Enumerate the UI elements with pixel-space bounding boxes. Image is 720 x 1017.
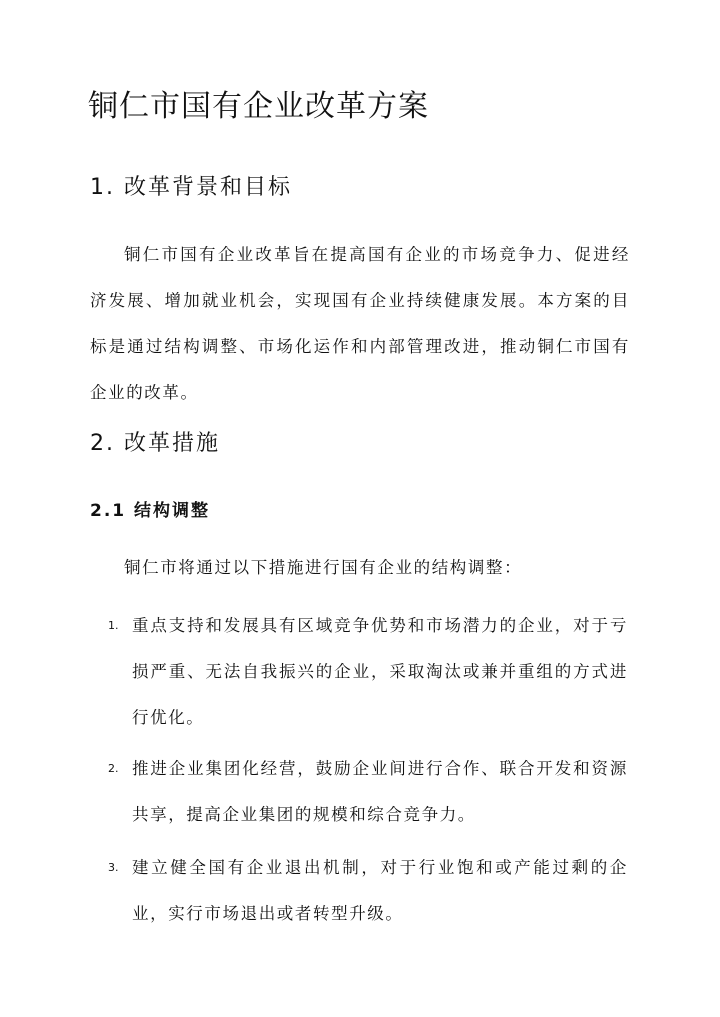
list-item-number: 3. xyxy=(108,861,119,874)
list-item xyxy=(108,603,628,741)
section-paragraph-background: 铜仁市国有企业改革旨在提高国有企业的市场竞争力、促进经济发展、增加就业机会，实现国有企业持续健康发展。本方案的目标是通过结构调整、市场化运作和内部管理改进，推动铜仁市国有企业的改革。 xyxy=(90,245,630,402)
list-item xyxy=(108,845,628,937)
document-title: 铜仁市国有企业改革方案 xyxy=(88,89,429,124)
list-item-text: 重点支持和发展具有区域竞争优势和市场潜力的企业，对于亏损严重、无法自我振兴的企业，采取淘汰或兼并重组的方式进行优化。 xyxy=(132,616,628,727)
subsection-intro: 铜仁市将通过以下措施进行国有企业的结构调整： xyxy=(124,558,523,577)
list-item-number: 1. xyxy=(108,619,119,632)
section-heading-background: 1. 改革背景和目标 xyxy=(90,175,292,200)
list-item-text: 建立健全国有企业退出机制，对于行业饱和或产能过剩的企业，实行市场退出或者转型升级。 xyxy=(132,858,628,923)
list-item xyxy=(108,746,628,838)
subsection-heading-structure: 2.1 结构调整 xyxy=(90,501,211,521)
list-item-number: 2. xyxy=(108,762,119,775)
list-item-text: 推进企业集团化经营，鼓励企业间进行合作、联合开发和资源共享，提高企业集团的规模和综合竞争力。 xyxy=(132,759,628,824)
section-heading-measures: 2. 改革措施 xyxy=(90,431,220,456)
